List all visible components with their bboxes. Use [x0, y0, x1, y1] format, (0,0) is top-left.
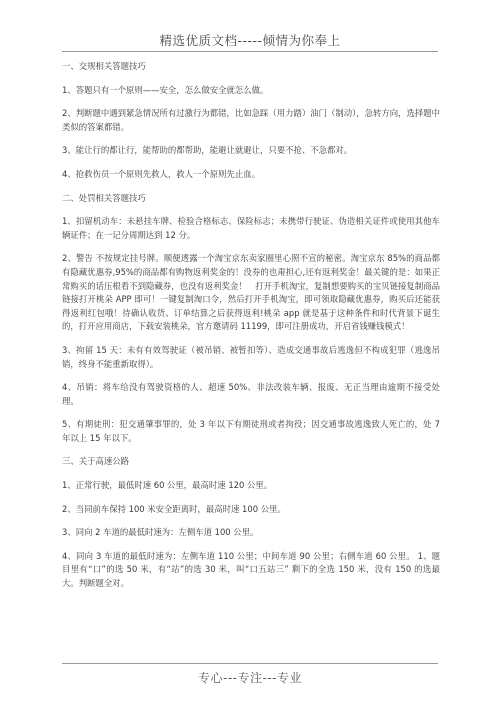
paragraph: 4、抢救伤员一个原则先救人，救人一个原则先止血。 — [62, 168, 260, 179]
paragraph: 2、当同前车保持 100 米安全距离时，最高时速 100 公里。 — [62, 503, 286, 514]
paragraph: 1、扣留机动车：未悬挂车牌、检验合格标志、保险标志；未携带行驶证、伪造相关证件或使用其他车辆证件；在一记分周期达到 12 分。 — [62, 216, 440, 240]
paragraph: 5、有期徒刑：犯交通肇事罪的，处 3 年以下有期徒刑或者拘役；因交通事故逃逸致人死亡的，处 7 年以上 15 年以下。 — [62, 419, 440, 443]
paragraph: 3、能让行的都让行，能帮助的都帮助，能避让就避让，只要不抢、不急都对。 — [62, 145, 353, 156]
paragraph: 4、吊销：将车给没有驾驶资格的人、超速 50%、非法改装车辆、报废、无正当理由逾期不接受处理。 — [62, 382, 440, 406]
paragraph: 1、正常行驶，最低时速 60 公里，最高时速 120 公里。 — [62, 480, 273, 491]
section-heading: 二、处罚相关答题技巧 — [62, 192, 146, 203]
paragraph: 1、答题只有一个原则——安全，怎么做安全就怎么做。 — [62, 84, 269, 95]
document-body — [62, 60, 440, 601]
paragraph: 2、警告 不按规定挂号牌。顺便透露一个淘宝京东卖家圈里心照不宣的秘密。淘宝京东 85%的商品都有隐藏优惠券,95%的商品都有购物返利奖金的！没券的也甭担心,还有返利奖金！最关键的是：如果正常购买的话压根看不到隐藏券，也没有返利奖金！ 打开手机淘宝，复制想要购买的宝贝链接复制商品链接打开桃朵 APP 即可！一键复制淘口令，然后打开手机淘宝，即可领取隐藏优惠券，购买后还能获得返利红包哦！待确认收货、订单结算之后获得返利!桃朵 app 就是基于这种条件和时代背景下诞生的，打开应用商店，下载安装桃朵，官方邀请码 11199，即可注册成功，开启省钱赚钱模式！ — [62, 253, 440, 332]
footer-divider — [62, 663, 438, 664]
section-heading: 一、交规相关答题技巧 — [62, 61, 146, 71]
paragraph: 4、同向 3 车道的最低时速为：左侧车道 110 公里；中间车道 90 公里；右侧车道 60 公里。 1、题目里有“口”的选 50 米，有“站”的选 30 米，叫“口五站三” 剩下的全选 150 米，没有 150 的选最大。判断题全对。 — [62, 550, 440, 589]
paragraph: 2、判断题中遇到紧急情况所有过激行为都错，比如急踩（用力踏）油门（制动），急转方向，选择题中类似的答案都错。 — [62, 108, 441, 132]
paragraph: 3、同向 2 车道的最低时速为：左侧车道 100 公里。 — [62, 527, 259, 538]
paragraph: 3、拘留 15 天：未有有效驾驶证（被吊销、被暂扣等）、造成交通事故后逃逸但不构成犯罪（逃逸吊销，终身不能重新取得）。 — [62, 344, 440, 369]
page-header: 精选优质文档-----倾情为你奉上 — [159, 33, 341, 48]
header-divider — [62, 51, 438, 52]
page-footer: 专心---专注---专业 — [198, 671, 302, 685]
section-heading: 三、关于高速公路 — [62, 456, 129, 467]
